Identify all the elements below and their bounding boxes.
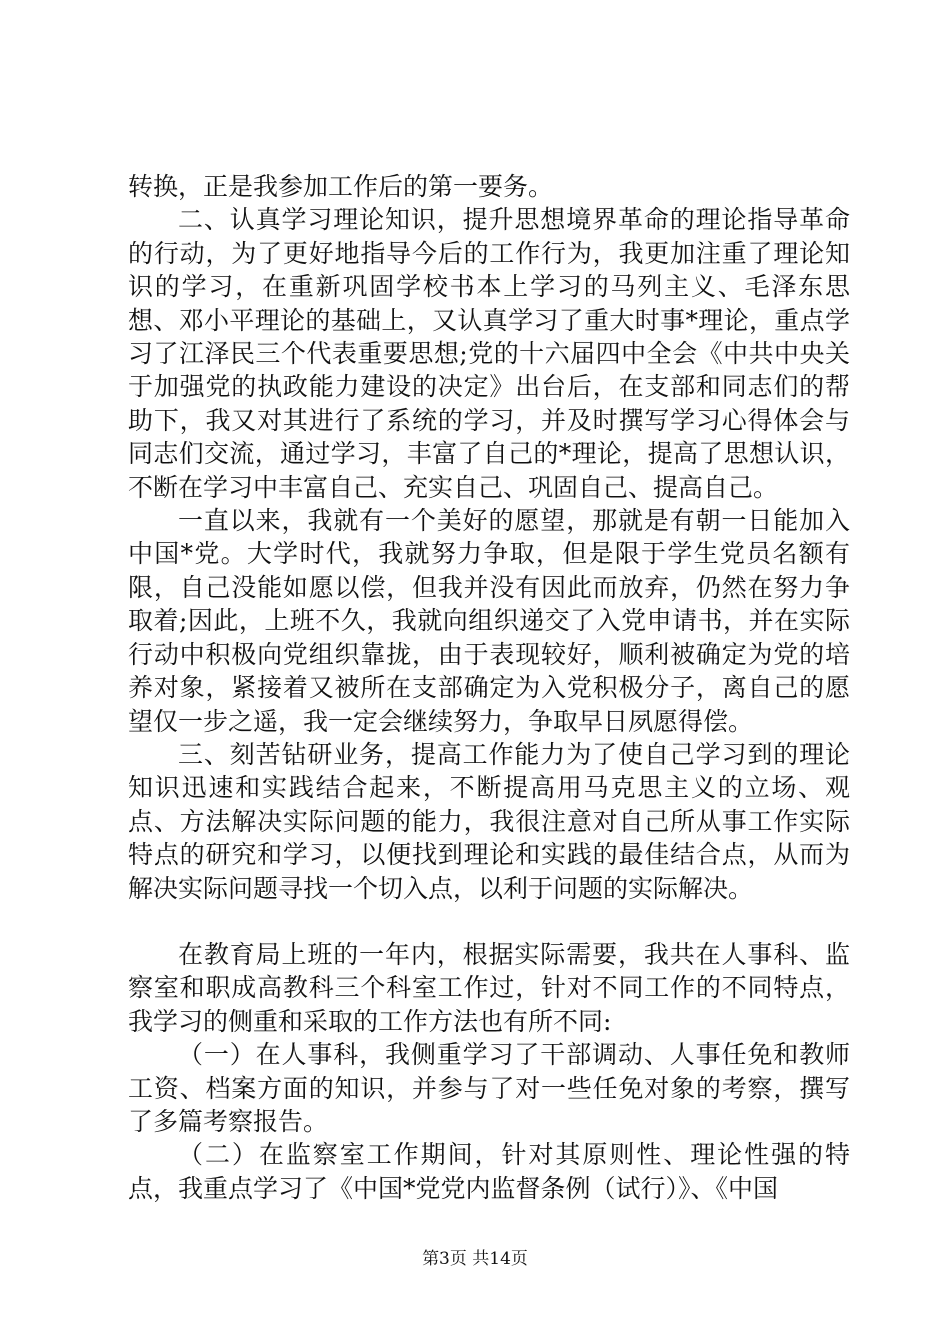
paragraph-6: （一）在人事科，我侧重学习了干部调动、人事任免和教师工资、档案方面的知识，并参与了对一些任免对象的考察，撰写了多篇考察报告。: [128, 1040, 850, 1136]
paragraph-spacer: [128, 905, 850, 938]
paragraph-2: 二、认真学习理论知识，提升思想境界革命的理论指导革命的行动，为了更好地指导今后的工作行为，我更加注重了理论知识的学习，在重新巩固学校书本上学习的马列主义、毛泽东思想、邓小平理论的基础上，又认真学习了重大时事*理论，重点学习了江泽民三个代表重要思想;党的十六届四中全会《中共中央关于加强党的执政能力建设的决定》出台后，在支部和同志们的帮助下，我又对其进行了系统的学习，并及时撰写学习心得体会与同志们交流，通过学习，丰富了自己的*理论，提高了思想认识，不断在学习中丰富自己、充实自己、巩固自己、提高自己。: [128, 205, 850, 502]
document-body: [128, 170, 850, 1205]
paragraph-4: 三、刻苦钻研业务，提高工作能力为了使自己学习到的理论知识迅速和实践结合起来，不断提高用马克思主义的立场、观点、方法解决实际问题的能力，我很注意对自己所从事工作实际特点的研究和学习，以便找到理论和实践的最佳结合点，从而为解决实际问题寻找一个切入点，以利于问题的实际解决。: [128, 739, 850, 903]
page-number-footer: 第3页 共14页: [422, 1249, 528, 1269]
paragraph-7: （二）在监察室工作期间，针对其原则性、理论性强的特点，我重点学习了《中国*党党内监督条例（试行）》、《中国: [128, 1140, 850, 1203]
paragraph-1: 转换，正是我参加工作后的第一要务。: [128, 172, 554, 201]
paragraph-5: 在教育局上班的一年内，根据实际需要，我共在人事科、监察室和职成高教科三个科室工作过，针对不同工作的不同特点，我学习的侧重和采取的工作方法也有所不同:: [128, 939, 850, 1036]
paragraph-3: 一直以来，我就有一个美好的愿望，那就是有朝一日能加入中国*党。大学时代，我就努力争取，但是限于学生党员名额有限，自己没能如愿以偿，但我并没有因此而放弃，仍然在努力争取着;因此，上班不久，我就向组织递交了入党申请书，并在实际行动中积极向党组织靠拢，由于表现较好，顺利被确定为党的培养对象，紧接着又被所在支部确定为入党积极分子，离自己的愿望仅一步之遥，我一定会继续努力，争取早日夙愿得偿。: [128, 506, 850, 736]
